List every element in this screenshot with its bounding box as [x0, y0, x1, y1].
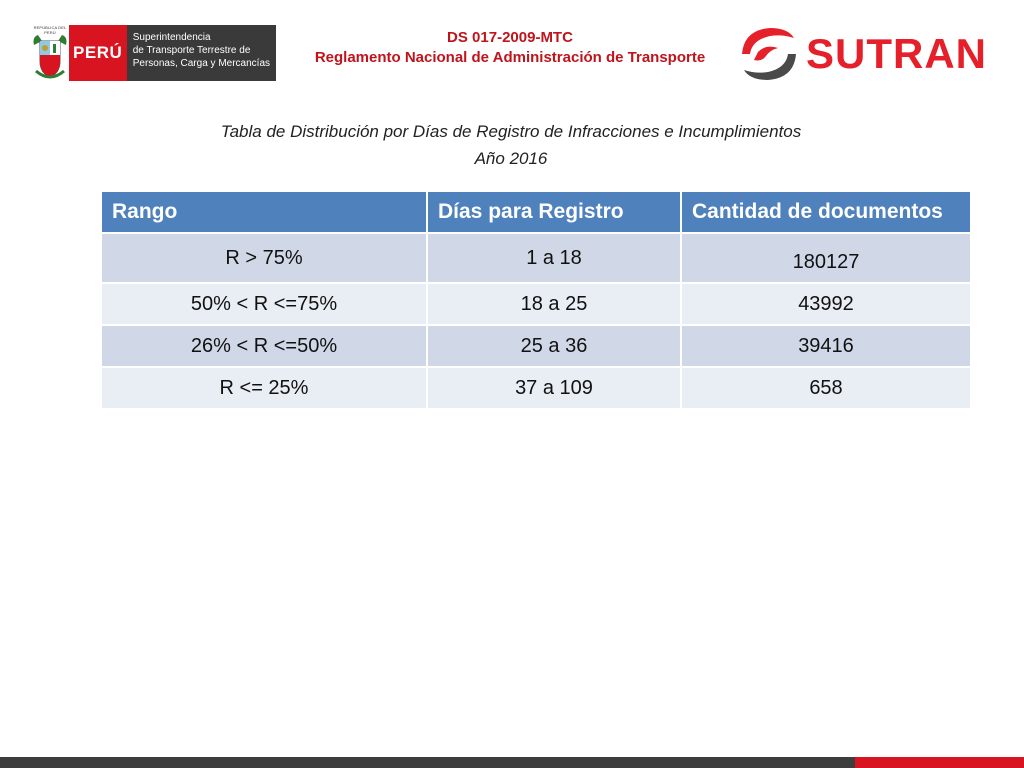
cell-rango: 50% < R <=75%: [101, 283, 427, 325]
sutran-logo: [736, 24, 996, 84]
header-rango: Rango: [101, 191, 427, 233]
table-row: [101, 325, 971, 367]
peru-label: PERÚ: [69, 25, 127, 81]
caption-year: Año 2016: [474, 149, 548, 168]
caption-title: Tabla de Distribución por Días de Registro de Infracciones e Incumplimientos: [220, 122, 802, 141]
cell-cantidad: 43992: [681, 283, 971, 325]
header-title: [280, 28, 740, 68]
footer-bar-red: [855, 757, 1024, 768]
table-row: [101, 367, 971, 409]
cell-dias: 25 a 36: [427, 325, 681, 367]
government-logo: [28, 25, 276, 81]
table-row: [101, 283, 971, 325]
entity-name: [127, 25, 276, 81]
cell-dias: 37 a 109: [427, 367, 681, 409]
cell-dias: 1 a 18: [427, 233, 681, 283]
cell-rango: R <= 25%: [101, 367, 427, 409]
cell-cantidad: 658: [681, 367, 971, 409]
cell-rango: R > 75%: [101, 233, 427, 283]
sutran-swoosh-icon: [736, 24, 802, 84]
footer-bar-dark: [0, 757, 855, 768]
cell-rango: 26% < R <=50%: [101, 325, 427, 367]
cell-cantidad: 180127: [681, 233, 971, 283]
entity-line: Personas, Carga y Mercancías: [132, 58, 270, 69]
coat-of-arms-icon: [30, 31, 70, 81]
cell-dias: 18 a 25: [427, 283, 681, 325]
regulation-name: Reglamento Nacional de Administración de Transporte: [314, 49, 706, 66]
sutran-wordmark: SUTRAN: [806, 30, 987, 77]
peru-coat-of-arms: [28, 25, 65, 81]
entity-line: de Transporte Terrestre de: [132, 45, 251, 56]
table-row: [101, 233, 971, 283]
header-cantidad: Cantidad de documentos: [681, 191, 971, 233]
table-header-row: [101, 191, 971, 233]
decree-number: DS 017-2009-MTC: [447, 29, 573, 46]
entity-line: Superintendencia: [132, 32, 211, 43]
header-dias: Días para Registro: [427, 191, 681, 233]
distribution-table: [100, 190, 972, 410]
table-caption: [100, 118, 922, 172]
cell-cantidad: 39416: [681, 325, 971, 367]
crest-caption: REPÚBLICA DEL PERÚ: [33, 25, 67, 35]
